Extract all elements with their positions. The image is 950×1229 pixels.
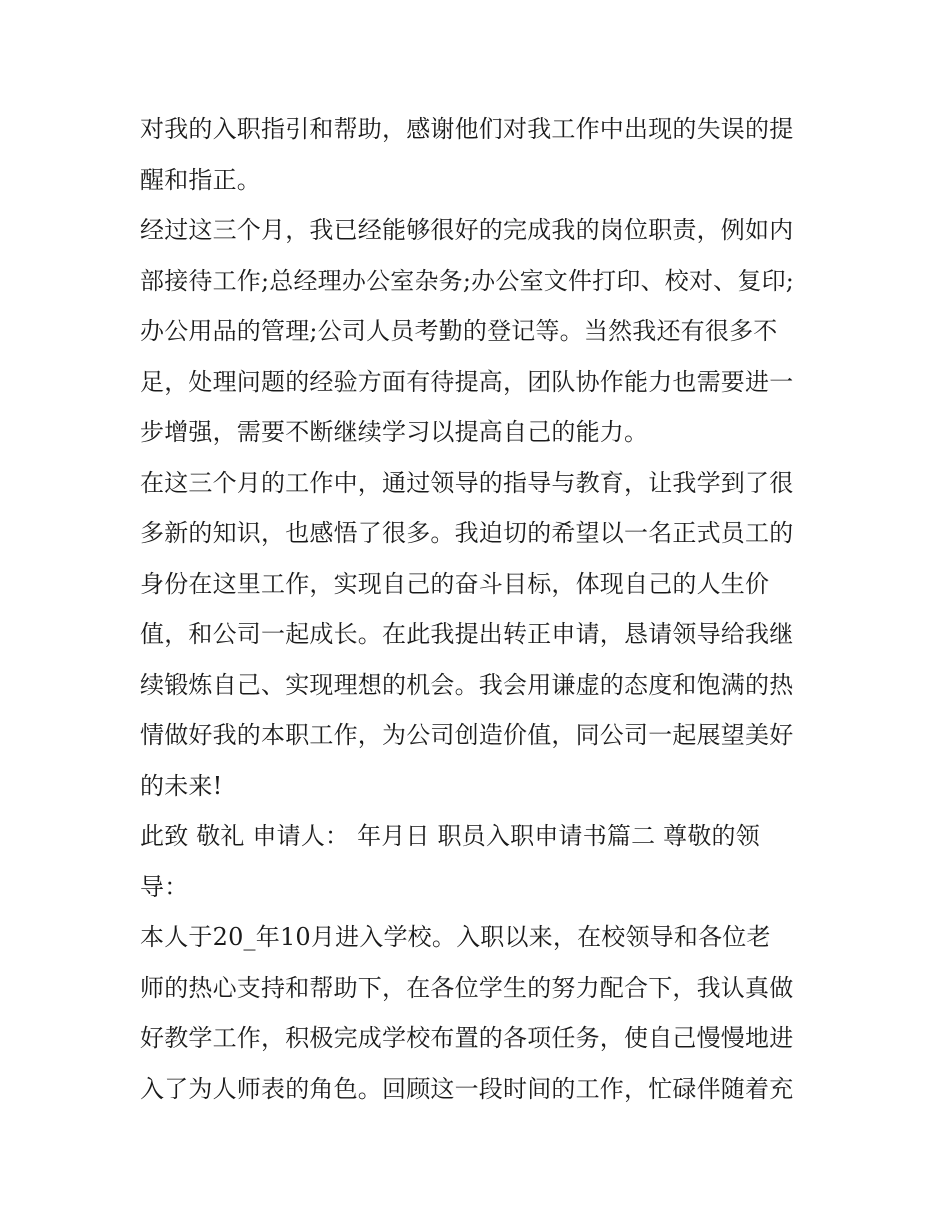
text-line: 多新的知识，也感悟了很多。我迫切的希望以一名正式员工的 <box>140 519 794 547</box>
text-line: 步增强，需要不断继续学习以提高自己的能力。 <box>140 418 649 446</box>
body-text <box>140 104 820 1114</box>
text-line: 经过这三个月，我已经能够很好的完成我的岗位职责，例如内 <box>140 216 794 244</box>
text-line: 续锻炼自己、实现理想的机会。我会用谦虚的态度和饱满的热 <box>140 670 794 699</box>
text-line: 在这三个月的工作中，通过领导的指导与教育，让我学到了很 <box>140 468 794 497</box>
text-line: 醒和指正。 <box>140 165 261 194</box>
text-line: 情做好我的本职工作，为公司创造价值，同公司一起展望美好 <box>140 721 794 749</box>
text-line: 本人于20_年10月进入学校。入职以来，在校领导和各位老 <box>140 923 771 951</box>
text-line: 师的热心支持和帮助下，在各位学生的努力配合下，我认真做 <box>140 973 794 1002</box>
text-line: 足，处理问题的经验方面有待提高，团队协作能力也需要进一 <box>140 367 794 396</box>
text-line: 导： <box>140 872 189 901</box>
text-line: 好教学工作，积极完成学校布置的各项任务，使自己慢慢地进 <box>140 1024 794 1052</box>
text-line: 对我的入职指引和帮助，感谢他们对我工作中出现的失误的提 <box>140 115 794 143</box>
text-line: 办公用品的管理;公司人员考勤的登记等。当然我还有很多不 <box>140 317 778 345</box>
text-line: 此致 敬礼 申请人： 年月日 职员入职申请书篇二 尊敬的领 <box>140 822 760 850</box>
text-line: 的未来! <box>140 771 223 800</box>
text-line: 值，和公司一起成长。在此我提出转正申请，恳请领导给我继 <box>140 620 794 648</box>
text-line: 部接待工作;总经理办公室杂务;办公室文件打印、校对、复印; <box>140 266 795 295</box>
text-line: 身份在这里工作，实现自己的奋斗目标，体现自己的人生价 <box>140 569 770 598</box>
text-line: 入了为人师表的角色。回顾这一段时间的工作，忙碌伴随着充 <box>140 1074 794 1103</box>
